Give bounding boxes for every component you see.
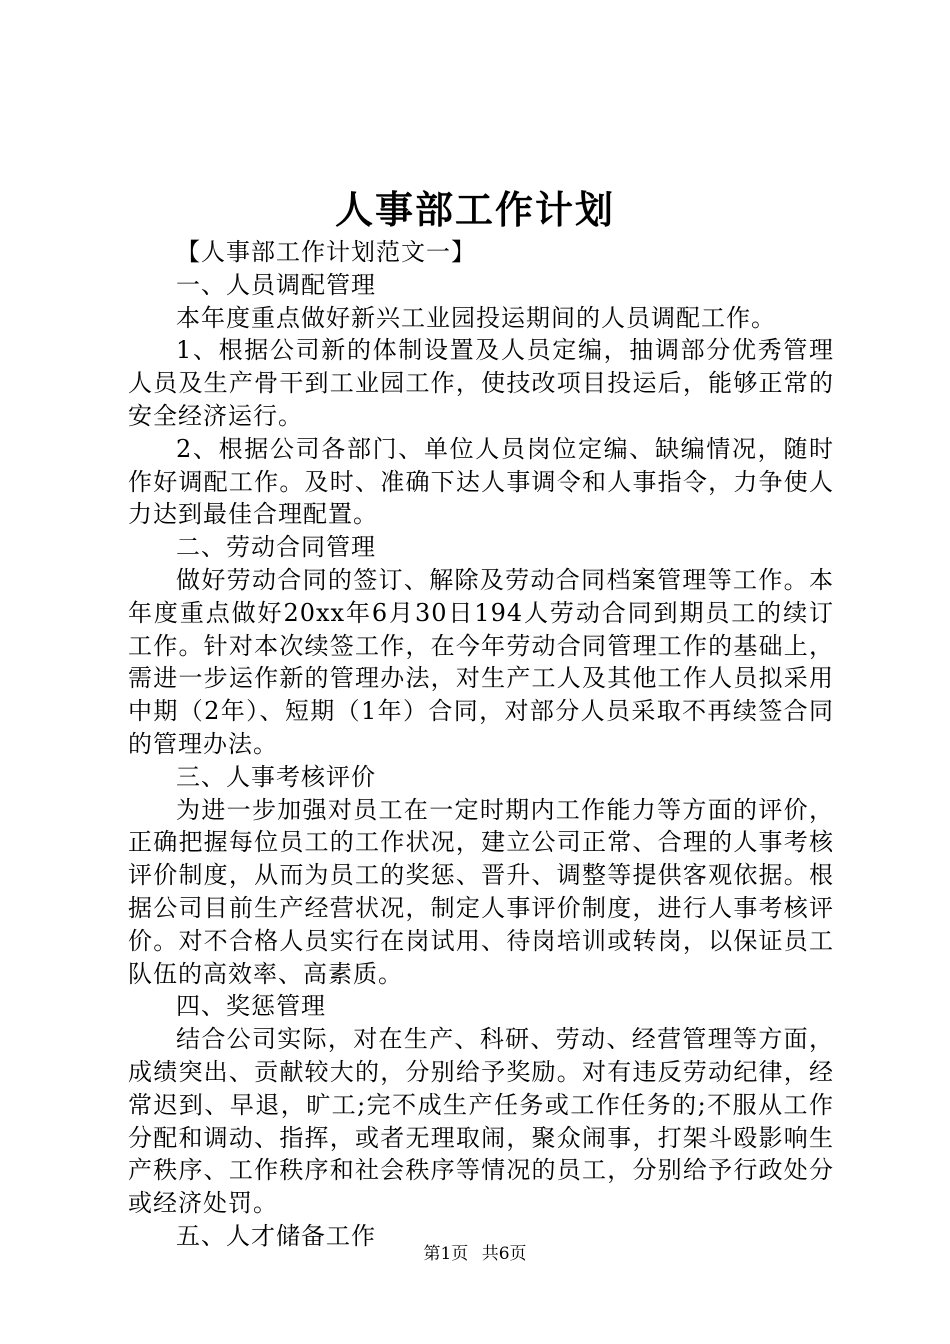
page-total: 共6页 — [481, 1244, 527, 1264]
paragraph: 本年度重点做好新兴工业园投运期间的人员调配工作。 — [176, 303, 776, 332]
document-title: 人事部工作计划 — [334, 187, 615, 232]
paragraph: 为进一步加强对员工在一定时期内工作能力等方面的评价，正确把握每位员工的工作状况，建立公司正常、合理的人事考核评价制度，从而为员工的奖惩、晋升、调整等提供客观依据。根据公司目前生产经营状况，制定人事评价制度，进行人事考核评价。对不合格人员实行在岗试用、待岗培训或转岗，以保证员工队伍的高效率、高素质。 — [128, 795, 834, 988]
paragraph: 2、根据公司各部门、单位人员岗位定编、缺编情况，随时作好调配工作。及时、准确下达人事调令和人事指令，力争使人力达到最佳合理配置。 — [128, 434, 834, 529]
section-heading: 二、劳动合同管理 — [176, 533, 376, 562]
paragraph: 结合公司实际，对在生产、科研、劳动、经营管理等方面，成绩突出、贡献较大的，分别给予奖励。对有违反劳动纪律，经常迟到、早退，旷工;完不成生产任务或工作任务的;不服从工作分配和调动、指挥，或者无理取闹，聚众闹事，打架斗殴影响生产秩序、工作秩序和社会秩序等情况的员工，分别给予行政处分或经济处罚。 — [128, 1025, 834, 1218]
section-heading: 【人事部工作计划范文一】 — [176, 238, 476, 266]
paragraph: 做好劳动合同的签订、解除及劳动合同档案管理等工作。本年度重点做好20xx年6月30日194人劳动合同到期员工的续订工作。针对本次续签工作，在今年劳动合同管理工作的基础上，需进一步运作新的管理办法，对生产工人及其他工作人员拟采用中期（2年）、短期（1年）合同，对部分人员采取不再续签合同的管理办法。 — [128, 565, 834, 758]
section-heading: 一、人员调配管理 — [176, 270, 376, 299]
section-heading: 五、人才储备工作 — [176, 1221, 376, 1250]
document-body — [128, 236, 834, 1253]
page-footer — [0, 1242, 950, 1266]
section-heading: 四、奖惩管理 — [176, 992, 326, 1021]
page-number: 第1页 — [423, 1244, 469, 1264]
paragraph: 1、根据公司新的体制设置及人员定编，抽调部分优秀管理人员及生产骨干到工业园工作，使技改项目投运后，能够正常的安全经济运行。 — [128, 336, 834, 430]
section-heading: 三、人事考核评价 — [176, 762, 376, 791]
